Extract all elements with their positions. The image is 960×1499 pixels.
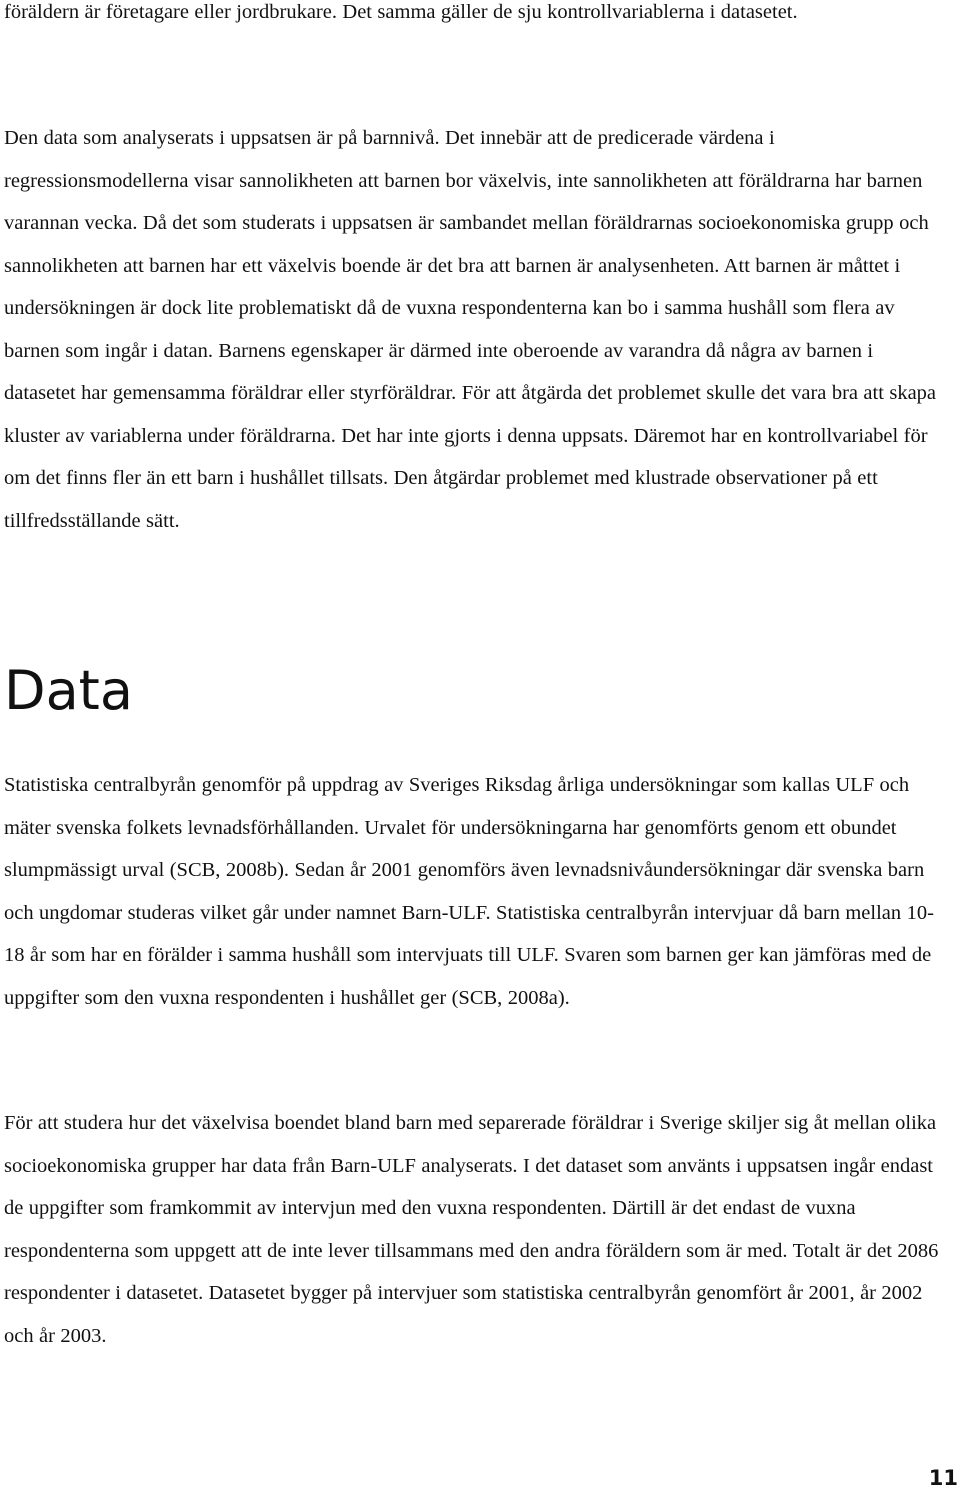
body-paragraph: föräldern är företagare eller jordbrukare. Det samma gäller de sju kontrollvariablerna i datasetet. xyxy=(4,1,798,23)
page-number: 11 xyxy=(928,1466,958,1490)
body-paragraph: Statistiska centralbyrån genomför på uppdrag av Sveriges Riksdag årliga undersökningar som kallas ULF och mäter svenska folkets levnadsförhållanden. Urvalet för undersökningarna har genomförts genom ett obundet slumpmässigt urval (SCB, 2008b). Sedan år 2001 genomförs även levnadsnivåundersökningar där svenska barn och ungdomar studeras vilket går under namnet Barn-ULF. Statistiska centralbyrån intervjuar då barn mellan 10-18 år som har en förälder i samma hushåll som intervjuats till ULF. Svaren som barnen ger kan jämföras med de uppgifter som den vuxna respondenten i hushållet ger (SCB, 2008a). xyxy=(4,774,934,1009)
body-paragraph: Den data som analyserats i uppsatsen är på barnnivå. Det innebär att de predicerade värdena i regressionsmodellerna visar sannolikheten att barnen bor växelvis, inte sannolikheten att föräldrarna har barnen varannan vecka. Då det som studerats i uppsatsen är sambandet mellan föräldrarnas socioekonomiska grupp och sannolikheten att barnen har ett växelvis boende är det bra att barnen är analysenheten. Att barnen är måttet i undersökningen är dock lite problematiskt då de vuxna respondenterna kan bo i samma hushåll som flera av barnen som ingår i datan. Barnens egenskaper är därmed inte oberoende av varandra då några av barnen i datasetet har gemensamma föräldrar eller styrföräldrar. För att åtgärda det problemet skulle det vara bra att skapa kluster av variablerna under föräldrarna. Det har inte gjorts i denna uppsats. Däremot har en kontrollvariabel för om det finns fler än ett barn i hushållet tillsats. Den åtgärdar problemet med klustrade observationer på ett tillfredsställande sätt. xyxy=(4,127,937,532)
section-heading: Data xyxy=(4,659,133,722)
body-paragraph: För att studera hur det växelvisa boendet bland barn med separerade föräldrar i Sverige skiljer sig åt mellan olika socioekonomiska grupper har data från Barn-ULF analyserats. I det dataset som använts i uppsatsen ingår endast de uppgifter som framkommit av intervjun med den vuxna respondenten. Därtill är det endast de vuxna respondenterna som uppgett att de inte lever tillsammans med den andra föräldern som är med. Totalt är det 2086 respondenter i datasetet. Datasetet bygger på intervjuer som statistiska centralbyrån genomfört år 2001, år 2002 och år 2003. xyxy=(4,1112,939,1347)
